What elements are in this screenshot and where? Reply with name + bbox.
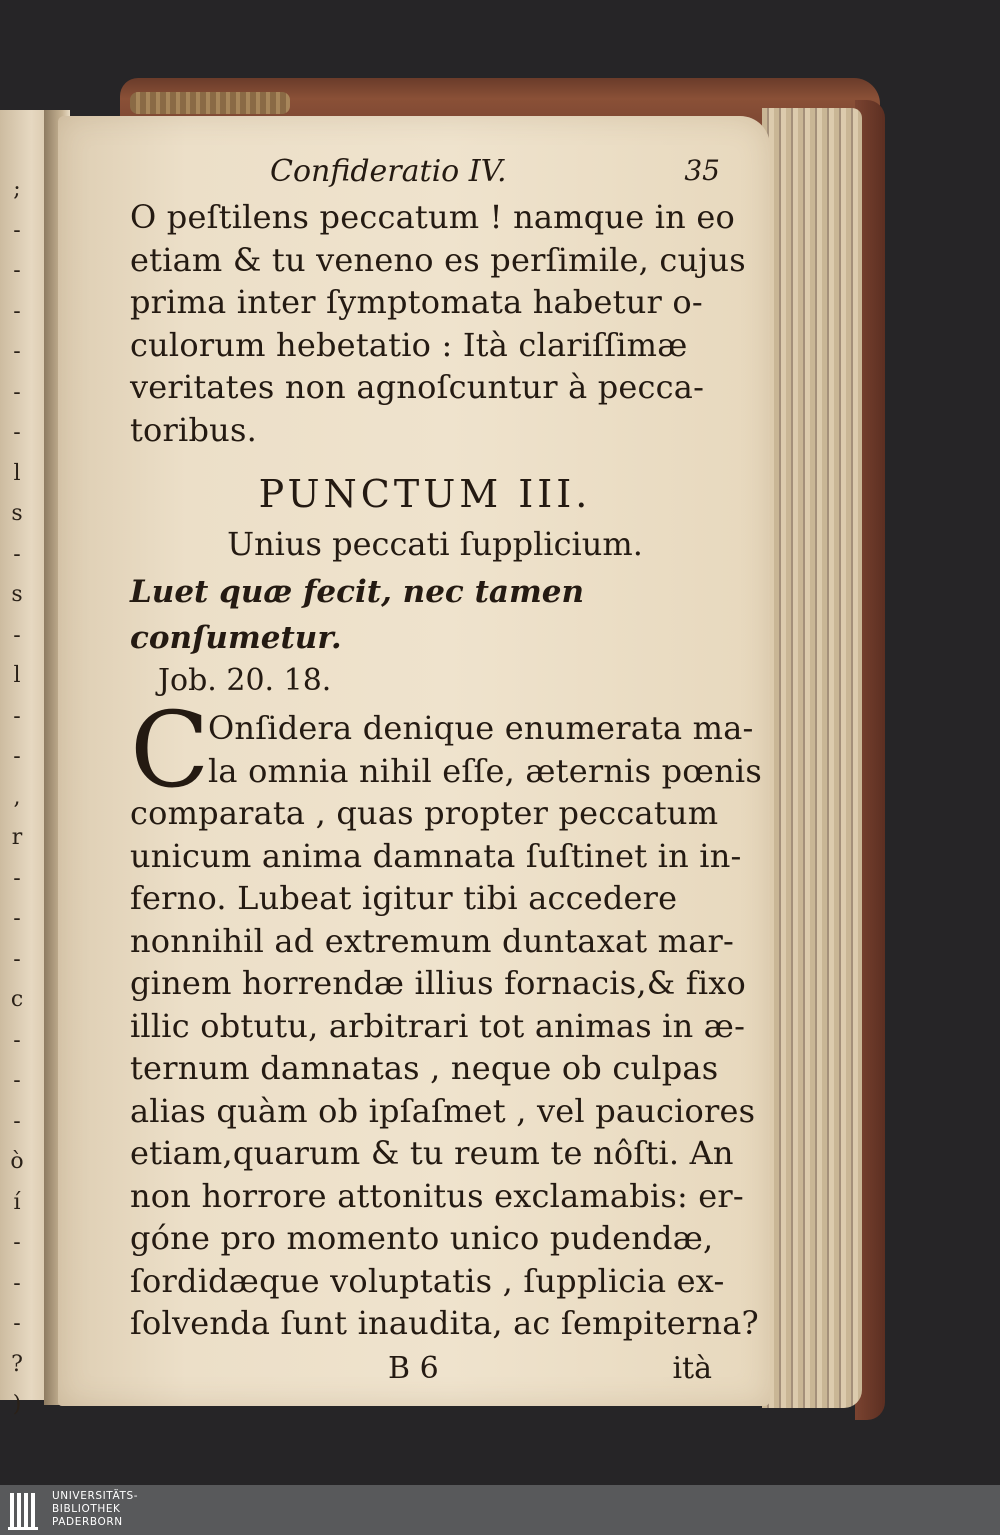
text-line: O peſtilens peccatum ! namque in eo — [130, 198, 735, 236]
text-line: etiam,quarum & tu reum te nôſti. An — [130, 1134, 734, 1172]
left-page-fragment: - — [13, 379, 21, 405]
text-line: non horrore attonitus exclamabis: er- — [130, 1176, 744, 1215]
left-page-fragment: - — [13, 744, 21, 769]
left-page-text-fragments — [2, 170, 32, 1426]
left-page-fragment: c — [10, 987, 24, 1012]
left-page-fragment: l — [13, 460, 21, 486]
text-line: unicum anima damnata ſuſtinet in in- — [130, 836, 742, 875]
catchword: ità — [672, 1350, 712, 1386]
left-page-fragment: í — [13, 1189, 21, 1215]
left-page-fragment: ; — [13, 177, 21, 202]
text-line: veritates non agnoſcuntur à pecca- — [130, 368, 705, 406]
left-page-fragment: l — [13, 663, 21, 688]
left-page-fragment: - — [13, 946, 21, 972]
left-page-fragment: s — [11, 582, 23, 607]
left-page-fragment: - — [13, 906, 21, 931]
library-name-line: UNIVERSITÄTS- — [52, 1490, 139, 1502]
right-page — [58, 116, 770, 1406]
scripture-citation: Luet quæ fecit, nec tamen conſumetur. — [130, 574, 585, 656]
left-page-fragment: ) — [12, 1392, 22, 1417]
left-page-fragment: , — [13, 784, 21, 810]
text-line: comparata , quas propter peccatum — [130, 794, 719, 832]
left-page-fragment: - — [13, 339, 21, 364]
left-page-fragment: ò — [10, 1149, 24, 1174]
text-line: toribus. — [130, 410, 257, 449]
running-head-title: Confideratio IV. — [270, 154, 507, 189]
left-page-fragment: - — [13, 1027, 21, 1053]
text-line: ſordidæque voluptatis , ſupplicia ex- — [130, 1261, 725, 1300]
running-head — [130, 152, 720, 196]
text-line: ferno. Lubeat igitur tibi accedere — [130, 879, 678, 917]
text-line: etiam & tu veneno es perſimile, cujus — [130, 240, 746, 279]
library-name-line: BIBLIOTHEK — [52, 1503, 121, 1515]
library-logo-icon — [8, 1489, 42, 1531]
signature-mark: B 6 — [388, 1350, 439, 1386]
text-line: la omnia nihil eſſe, æternis pœnis — [208, 751, 762, 790]
left-page-fragment: - — [13, 865, 21, 891]
text-line: nonnihil ad extremum duntaxat mar- — [130, 921, 734, 960]
text-line: illic obtutu, arbitrari tot animas in æ- — [130, 1006, 746, 1045]
left-page-fragment: r — [11, 825, 23, 850]
text-line: ginem horrendæ illius fornacis,& fixo — [130, 964, 746, 1002]
text-line: alias quàm ob ipſaſmet , vel pauciores — [130, 1091, 756, 1130]
citation-reference: Job. 20. 18. — [158, 663, 332, 698]
left-page-fragment: - — [13, 420, 21, 445]
section-heading: PUNCTUM III. — [258, 472, 592, 516]
left-page-fragment: - — [13, 1270, 21, 1296]
library-name-line: PADERBORN — [52, 1516, 123, 1528]
left-page-fragment: - — [13, 258, 21, 283]
text-line: Onſidera denique enumerata ma- — [208, 709, 754, 747]
left-page-fragment: - — [13, 1068, 21, 1093]
drop-cap: C — [130, 689, 210, 811]
left-page-fragment: - — [13, 1108, 21, 1134]
left-page-fragment: - — [13, 298, 21, 324]
left-page-fragment: - — [13, 622, 21, 648]
page-content — [130, 152, 762, 1393]
left-page-fragment: s — [11, 501, 23, 526]
page-number: 35 — [684, 154, 720, 187]
book-headband — [130, 92, 290, 114]
left-page-fragment: - — [13, 1230, 21, 1255]
page-footer-line — [130, 1349, 720, 1393]
page-fore-edge — [762, 108, 862, 1408]
body-paragraph — [130, 689, 762, 1345]
text-line: prima inter ſymptomata habetur o- — [130, 283, 703, 321]
text-line: ternum damnatas , neque ob culpas — [130, 1049, 719, 1087]
left-page-fragment: - — [13, 703, 21, 729]
section-subheading: Unius peccati ſupplicium. — [227, 525, 643, 563]
text-line: góne pro momento unico pudendæ, — [130, 1219, 714, 1257]
library-name — [52, 1490, 138, 1529]
text-line: culorum hebetatio : Ità clariſſimæ — [130, 325, 688, 364]
text-line: ſolvenda ſunt inaudita, ac ſempiterna? — [130, 1304, 759, 1342]
left-page-fragment: - — [13, 541, 21, 567]
left-page-fragment: ? — [11, 1351, 23, 1377]
opening-paragraph — [130, 196, 746, 451]
left-page-fragment: - — [13, 217, 21, 243]
left-page-fragment: - — [13, 1311, 21, 1336]
library-footer-bar — [0, 1485, 1000, 1535]
